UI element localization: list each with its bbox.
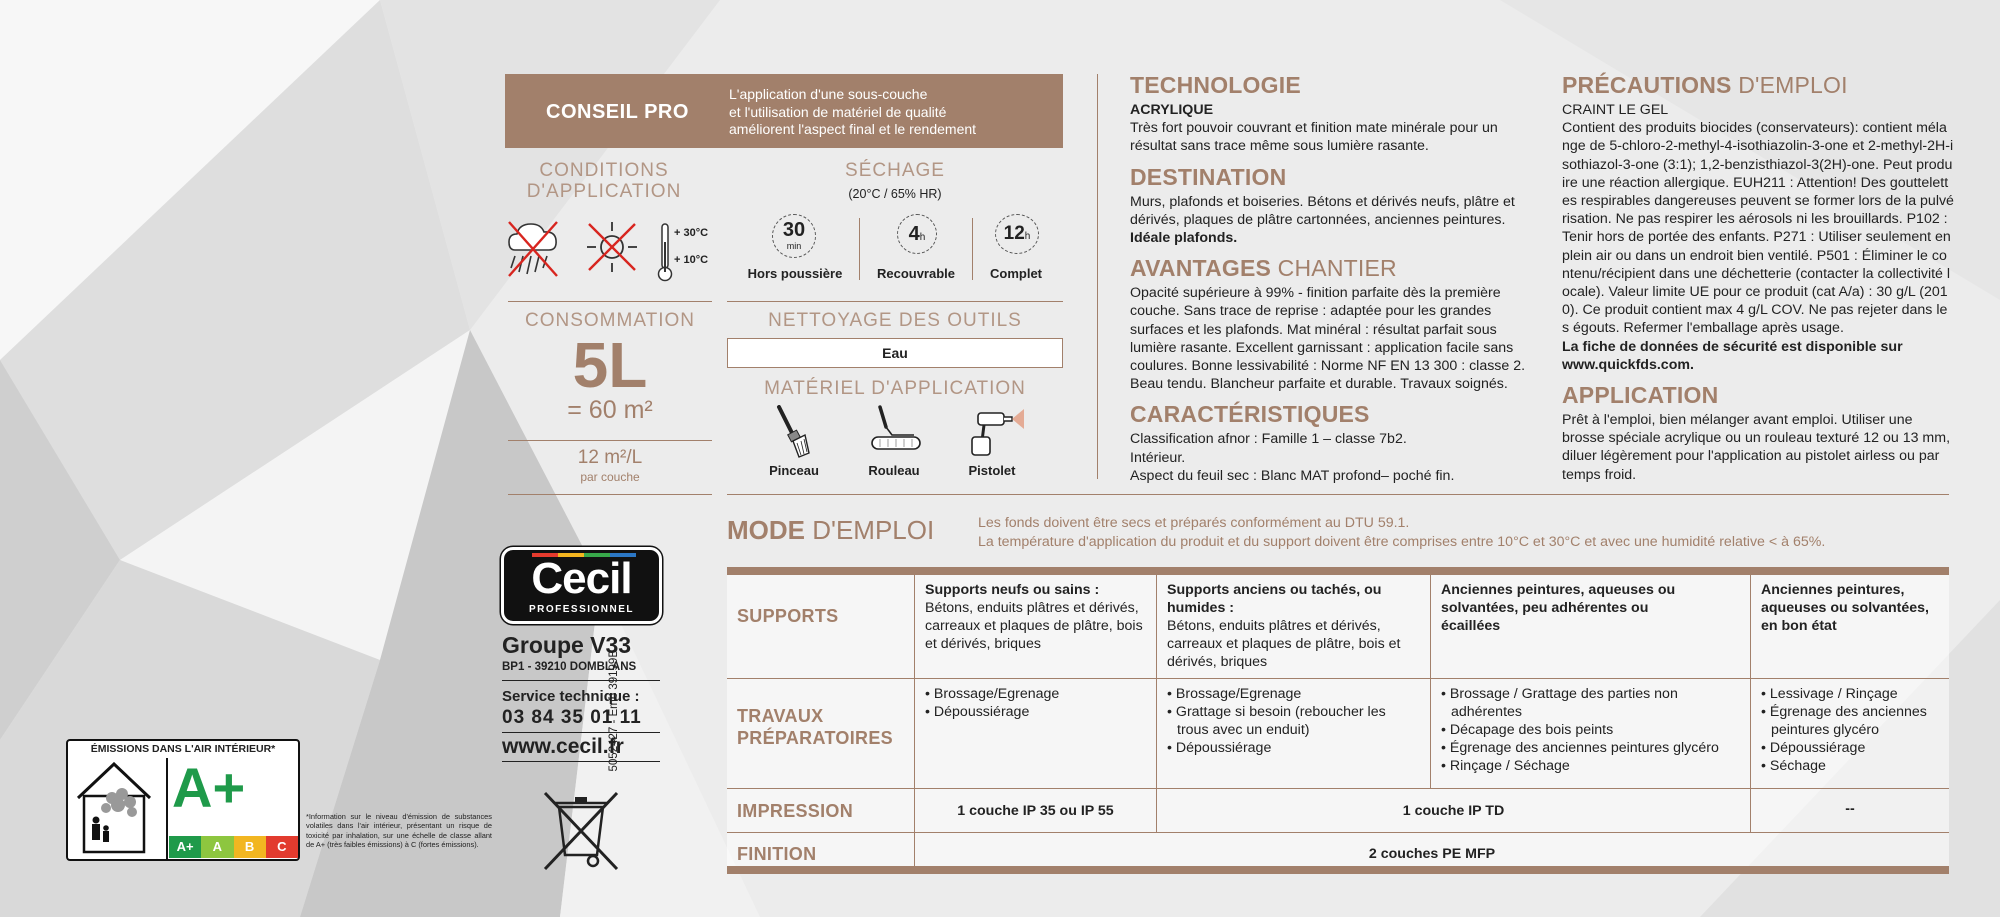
- mode-emploi-line2: La température d'application du produit et du support doivent être comprises entre 10°C et 30°C et avec une humidité relative < à 65%.: [978, 534, 1826, 550]
- consommation-title: CONSOMMATION: [525, 310, 695, 331]
- crossed-bin-icon: [541, 789, 621, 873]
- conseil-pro-title: CONSEIL PRO: [546, 101, 689, 123]
- conditions-title-2: D'APPLICATION: [526, 181, 682, 202]
- travaux-cell: [1157, 679, 1431, 789]
- materiel-label-pinceau: Pinceau: [769, 463, 819, 478]
- row-header-supports: [727, 575, 915, 679]
- travaux-cell: [1751, 679, 1949, 789]
- travaux-item: • Brossage/Egrenage: [925, 686, 1060, 702]
- brush-icon: [773, 405, 813, 459]
- roller-icon: [866, 405, 926, 459]
- precautions-text: Contient des produits biocides (conservateurs): contient mélange de 5-chloro-2-methyl-4-isothiazolin-3-one et 2-methyl-2H-isothiazol-3-one (3:1); 1,2-benzisthiazol-3(2H)-one. Peut produire une réaction allergique. EUH211 : Attention! Des gouttelettes respirables dangereuses peuvent se former lors de la pulvérisation. Ne pas respirer les aérosols ni les brouillards. P102 : Tenir hors de portée des enfants. P271 : Utiliser seulement en plein air ou dans un endroit bien ventilé. P501 : Éliminer le contenu/récipient dans une déchetterie (contacter la collectivité locale). Valeur limite UE pour ce produit (cat A/a) : 30 g/L (2010). Ce produit contient max 4 g/L COV. Ne pas rejeter dans les égouts. Refermer l'emballage après usage.: [1562, 120, 1954, 337]
- supports-text: Bétons, enduits plâtres et dérivés, carreaux et plaques de plâtre, bois et dérivés, briques: [925, 600, 1143, 652]
- emissions-grade: A+: [172, 756, 246, 819]
- brand-group: Groupe V33: [502, 632, 632, 658]
- mode-emploi-table: [727, 567, 1949, 874]
- divider: [508, 440, 712, 441]
- travaux-cell: [1431, 679, 1751, 789]
- emissions-title: ÉMISSIONS DANS L'AIR INTÉRIEUR*: [90, 743, 276, 755]
- column-divider: [1097, 74, 1098, 479]
- conseil-pro-banner: [505, 74, 1063, 148]
- application-text: Prêt à l'emploi, bien mélanger avant emploi. Utiliser une brosse spéciale acrylique ou un rouleau texturé 12 ou 13 mm, diluer légèrement pour l'application au pistolet airless ou par temps froid.: [1562, 412, 1951, 483]
- temp-max: + 30°C: [674, 227, 709, 239]
- supports-cell: [1431, 575, 1751, 679]
- avantages-title-bold: AVANTAGES: [1130, 255, 1272, 282]
- row-header-label: FINITION: [737, 844, 817, 864]
- travaux-item: • Égrenage des anciennes peintures glycéro: [1441, 740, 1719, 756]
- travaux-item: • Brossage/Egrenage: [1167, 686, 1302, 702]
- supports-bold: Anciennes peintures, aqueuses ou solvantées, en bon état: [1761, 582, 1929, 634]
- conditions-title-1: CONDITIONS: [539, 160, 669, 181]
- divider: [727, 494, 1949, 495]
- thermometer-icon: [657, 222, 673, 284]
- service-phone: 03 84 35 01 11: [502, 707, 642, 728]
- scale-b: B: [234, 836, 266, 858]
- sechage-circle: [897, 214, 937, 254]
- materiel-label-pistolet: Pistolet: [968, 463, 1016, 478]
- precautions-subtitle: CRAINT LE GEL: [1562, 102, 1669, 118]
- sechage-label: Hors poussière: [747, 266, 843, 281]
- supports-text: Bétons, enduits plâtres et dérivés, carreaux et plaques de plâtre, bois et dérivés, briques: [1167, 618, 1401, 670]
- brand-website: www.cecil.fr: [502, 735, 624, 758]
- technologie-subtitle: ACRYLIQUE: [1130, 102, 1214, 118]
- travaux-item: • Rinçage / Séchage: [1441, 758, 1570, 774]
- mode-title-lite: D'EMPLOI: [805, 515, 935, 545]
- divider: [859, 218, 860, 280]
- mode-emploi-line1: Les fonds doivent être secs et préparés conformément au DTU 59.1.: [978, 515, 1410, 531]
- logo-subtext: PROFESSIONNEL: [528, 604, 635, 615]
- supports-cell: [915, 575, 1157, 679]
- materiel-title: MATÉRIEL D'APPLICATION: [764, 378, 1026, 399]
- supports-bold: Supports neufs ou sains :: [925, 582, 1100, 598]
- avantages-text: Opacité supérieure à 99% - finition parfaite dès la première couche. Sans trace de reprise : adaptée pour les grandes surfaces et les plafonds. Mat minéral : résultat parfait sous lumière rasante. Excellent garnissant : application facile sans coulures. Bonne lessivabilité : Norme NF EN 13 300 : classe 2. Beau tendu. Blancheur parfaite et durable. Travaux soignés.: [1130, 285, 1526, 393]
- row-header-label: TRAVAUX PRÉPARATOIRES: [737, 706, 893, 748]
- service-label: Service technique :: [502, 688, 640, 705]
- nettoyage-value: Eau: [882, 345, 908, 361]
- sechage-unit: h: [1024, 231, 1031, 242]
- divider: [508, 494, 712, 495]
- emb-code: 5052427 - Emb 39199B: [608, 650, 620, 772]
- supports-cell: [1751, 575, 1949, 679]
- travaux-item: • Décapage des bois peints: [1441, 722, 1614, 738]
- consommation-volume: 5L: [572, 329, 648, 401]
- impression-value: 1 couche IP TD: [1402, 803, 1505, 819]
- sechage-title: SÉCHAGE: [845, 160, 945, 181]
- sechage-circle: [995, 214, 1039, 254]
- right-column: [1562, 72, 1954, 484]
- conseil-pro-text: [729, 86, 976, 139]
- consommation-rate: 12 m²/L: [577, 447, 643, 468]
- conseil-line: L'application d'une sous-couche: [729, 86, 928, 102]
- sechage-value: 30: [782, 219, 806, 241]
- logo-text: Cecil: [531, 554, 632, 603]
- consommation-per: par couche: [580, 470, 640, 484]
- mode-emploi-title: [727, 515, 934, 546]
- precautions-bold: La fiche de données de sécurité est disponible sur www.quickfds.com.: [1562, 338, 1903, 373]
- no-rain-icon: [505, 218, 561, 282]
- divider: [727, 301, 1063, 302]
- avantages-title: [1130, 255, 1540, 282]
- technologie-text: Très fort pouvoir couvrant et finition mate minérale pour un résultat sans trace même sous lumière rasante.: [1130, 120, 1498, 155]
- travaux-item: • Égrenage des anciennes peintures glycéro: [1761, 704, 1927, 738]
- materiel-label-rouleau: Rouleau: [868, 463, 920, 478]
- row-header-label: IMPRESSION: [737, 801, 854, 821]
- sechage-item-complet: [975, 214, 1057, 284]
- caracteristiques-line: Intérieur.: [1130, 449, 1186, 466]
- finition-cell: [915, 833, 1949, 874]
- technologie-title: TECHNOLOGIE: [1130, 72, 1301, 98]
- spray-gun-icon: [968, 405, 1024, 459]
- travaux-item: • Lessivage / Rinçage: [1761, 686, 1898, 702]
- impression-cell: [915, 789, 1157, 833]
- caracteristiques-title: CARACTÉRISTIQUES: [1130, 401, 1370, 428]
- divider: [972, 218, 973, 280]
- divider: [502, 732, 660, 733]
- sechage-item-recouvrable: [866, 214, 966, 284]
- consommation-surface: = 60 m²: [567, 396, 653, 424]
- supports-cell: [1157, 575, 1431, 679]
- divider: [502, 761, 660, 762]
- nettoyage-box: [727, 338, 1063, 368]
- sechage-circle: [772, 214, 816, 258]
- caracteristiques-line: Aspect du feuil sec : Blanc MAT profond– poché fin.: [1130, 467, 1455, 484]
- emissions-label: [66, 739, 300, 861]
- emissions-scale: [169, 836, 298, 858]
- house-icon: [74, 758, 154, 856]
- finition-value: 2 couches PE MFP: [1368, 846, 1496, 862]
- travaux-item: • Dépoussiérage: [1761, 740, 1866, 756]
- destination-text: Murs, plafonds et boiseries. Bétons et dérivés neufs, plâtre et dérivés, plaques de plâtre cartonnées, anciennes peintures.: [1130, 193, 1515, 228]
- destination-title: DESTINATION: [1130, 163, 1287, 190]
- travaux-item: • Brossage / Grattage des parties non adhérentes: [1441, 686, 1678, 720]
- conditions-title: [506, 160, 702, 202]
- cecil-logo: [501, 547, 662, 624]
- sechage-label: Recouvrable: [876, 266, 956, 281]
- sechage-unit: min: [786, 241, 802, 251]
- impression-cell: [1157, 789, 1751, 833]
- sechage-value: 4: [908, 223, 920, 245]
- conseil-line: améliorent l'aspect final et le rendement: [729, 121, 977, 137]
- sechage-value: 12: [1003, 223, 1025, 244]
- emissions-divider: [166, 758, 168, 859]
- scale-a: A: [201, 836, 233, 858]
- row-header-finition: [727, 833, 915, 874]
- precautions-title: [1562, 72, 1954, 99]
- scale-a-plus: A+: [169, 836, 201, 858]
- row-header-label: SUPPORTS: [737, 606, 839, 626]
- sechage-subtitle: (20°C / 65% HR): [848, 187, 942, 201]
- divider: [508, 301, 712, 302]
- row-header-travaux: [727, 679, 915, 789]
- nettoyage-title: NETTOYAGE DES OUTILS: [768, 310, 1022, 331]
- impression-value: 1 couche IP 35 ou IP 55: [957, 803, 1114, 819]
- conseil-line: et l'utilisation de matériel de qualité: [729, 103, 947, 120]
- travaux-item: • Dépoussiérage: [1167, 740, 1272, 756]
- supports-bold: Supports anciens ou tachés, ou humides :: [1167, 582, 1382, 616]
- impression-cell: [1751, 789, 1949, 833]
- avantages-title-lite: CHANTIER: [1271, 255, 1397, 282]
- travaux-item: • Dépoussiérage: [925, 704, 1030, 720]
- travaux-item: • Grattage si besoin (reboucher les trous avec un enduit): [1167, 704, 1386, 738]
- temp-min: + 10°C: [674, 254, 709, 266]
- row-header-impression: [727, 789, 915, 833]
- mode-title-bold: MODE: [727, 515, 805, 545]
- impression-value: --: [1845, 801, 1855, 817]
- divider: [502, 680, 660, 681]
- precautions-title-lite: D'EMPLOI: [1731, 72, 1848, 98]
- supports-bold: Anciennes peintures, aqueuses ou solvantées, peu adhérentes ou écaillées: [1441, 582, 1676, 634]
- application-title: APPLICATION: [1562, 382, 1719, 409]
- brand-address: BP1 - 39210 DOMBLANS: [502, 661, 637, 673]
- caracteristiques-line: Classification afnor : Famille 1 – classe 7b2.: [1130, 431, 1407, 448]
- emissions-note: *Information sur le niveau d'émission de substances volatiles dans l'air intérieur, présentant un risque de toxicité par inhalation, sur une échelle de classe allant de A+ (très faibles émissions) à C (fortes émissions).: [306, 812, 492, 850]
- travaux-cell: [915, 679, 1157, 789]
- no-sun-icon: [583, 218, 641, 276]
- scale-c: C: [266, 836, 298, 858]
- middle-column: [1130, 72, 1540, 485]
- precautions-title-bold: PRÉCAUTIONS: [1562, 72, 1732, 98]
- destination-bold: Idéale plafonds.: [1130, 230, 1238, 247]
- sechage-unit: h: [919, 232, 926, 243]
- sechage-label: Complet: [990, 266, 1042, 281]
- sechage-item-hors-poussiere: [740, 214, 850, 284]
- travaux-item: • Séchage: [1761, 758, 1826, 774]
